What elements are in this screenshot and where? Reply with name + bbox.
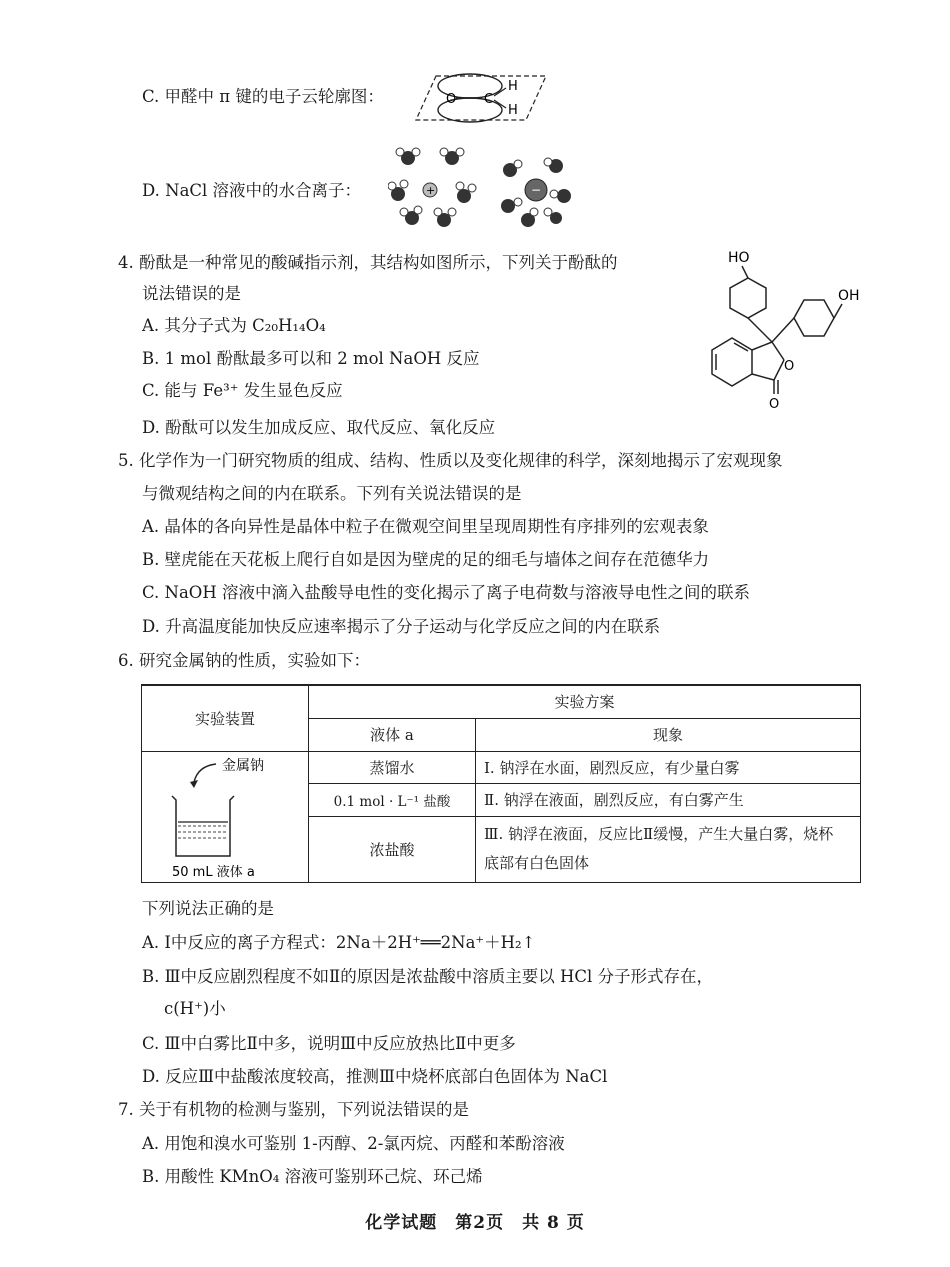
header-plan: 实验方案 [309,685,861,718]
oh-group: OH [838,288,860,304]
row1-phenomenon: Ⅰ. 钠浮在水面，剧烈反应，有少量白雾 [476,751,861,783]
phenolphthalein-structure [700,246,872,414]
atom-c: C [484,92,494,107]
row2-liquid: 0.1 mol · L⁻¹ 盐酸 [309,783,476,816]
q6-option-d: D. 反应Ⅲ中盐酸浓度较高，推测Ⅲ中烧杯底部白色固体为 NaCl [142,1067,608,1086]
q4-stem-line1: 4. 酚酞是一种常见的酸碱指示剂，其结构如图所示，下列关于酚酞的 [118,253,618,272]
q4-option-d: D. 酚酞可以发生加成反应、取代反应、氧化反应 [142,418,496,437]
page-footer: 化学试题 第2页 共 8 页 [365,1213,585,1233]
plus-sign: + [426,184,436,197]
q5-option-c: C. NaOH 溶液中滴入盐酸导电性的变化揭示了离子电荷数与溶液导电性之间的联系 [142,583,750,602]
minus-sign: − [531,183,542,197]
q5-stem-line1: 5. 化学作为一门研究物质的组成、结构、性质以及变化规律的科学，深刻地揭示了宏观现象 [118,451,783,470]
beaker-caption: 50 mL 液体 a [172,864,255,880]
q5-option-b: B. 壁虎能在天花板上爬行自如是因为壁虎的足的细毛与墙体之间存在范德华力 [142,550,710,569]
q7-option-b: B. 用酸性 KMnO₄ 溶液可鉴别环己烷、环己烯 [142,1167,483,1186]
q4-stem-line2: 说法错误的是 [142,284,241,303]
q4-option-b: B. 1 mol 酚酞最多可以和 2 mol NaOH 反应 [142,349,480,368]
atom-h2: H [508,103,518,118]
experiment-table [141,684,861,883]
hydrated-sodium-ion [388,148,476,227]
carbonyl-oxygen: O [769,397,780,412]
beaker-apparatus [142,752,302,882]
sodium-arrow [194,764,216,782]
atom-o: O [446,92,457,107]
q6-option-b-line1: B. Ⅲ中反应剧烈程度不如Ⅱ的原因是浓盐酸中溶质主要以 HCl 分子形式存在， [142,967,714,986]
hydrated-ions-diagram [388,146,588,230]
header-liquid: 液体 a [309,718,476,751]
row1-liquid: 蒸馏水 [309,751,476,783]
q6-prompt: 下列说法正确的是 [142,899,274,918]
q4-option-c: C. 能与 Fe³⁺ 发生显色反应 [142,381,343,400]
row3-phenomenon [476,816,861,882]
formaldehyde-pi-orbital-diagram [408,66,550,126]
row3-phenomenon-line1: Ⅲ. 钠浮在液面，反应比Ⅱ缓慢，产生大量白雾，烧杯 [484,825,834,843]
q5-stem-line2: 与微观结构之间的内在联系。下列有关说法错误的是 [142,484,522,503]
q6-option-a: A. Ⅰ中反应的离子方程式：2Na＋2H⁺══2Na⁺＋H₂↑ [142,933,536,952]
sodium-label: 金属钠 [222,757,264,774]
ring-oxygen: O [784,359,795,374]
hydrated-chloride-ion [501,158,571,227]
ho-group: HO [728,250,750,266]
q7-option-a: A. 用饱和溴水可鉴别 1-丙醇、2-氯丙烷、丙醛和苯酚溶液 [142,1134,565,1153]
q5-option-d: D. 升高温度能加快反应速率揭示了分子运动与化学反应之间的内在联系 [142,617,661,636]
header-phenomenon: 现象 [476,718,861,751]
q3-option-d: D. NaCl 溶液中的水合离子： [142,181,362,200]
q4-option-a: A. 其分子式为 C₂₀H₁₄O₄ [142,316,326,335]
q6-option-c: C. Ⅲ中白雾比Ⅱ中多，说明Ⅲ中反应放热比Ⅱ中更多 [142,1034,516,1053]
row3-phenomenon-line2: 底部有白色固体 [484,854,590,872]
row2-phenomenon: Ⅱ. 钠浮在液面，剧烈反应，有白雾产生 [476,783,861,816]
table-row [142,751,861,783]
q5-option-a: A. 晶体的各向异性是晶体中粒子在微观空间里呈现周期性有序排列的宏观表象 [142,517,709,536]
header-device: 实验装置 [142,685,309,751]
atom-h1: H [508,79,518,94]
row3-liquid: 浓盐酸 [309,816,476,882]
q6-stem: 6. 研究金属钠的性质，实验如下： [118,651,370,670]
q7-stem: 7. 关于有机物的检测与鉴别，下列说法错误的是 [118,1100,469,1119]
q3-option-c: C. 甲醛中 π 键的电子云轮廓图： [142,87,384,106]
apparatus-cell [142,751,309,882]
q6-option-b-line2: c(H⁺)小 [164,999,226,1018]
